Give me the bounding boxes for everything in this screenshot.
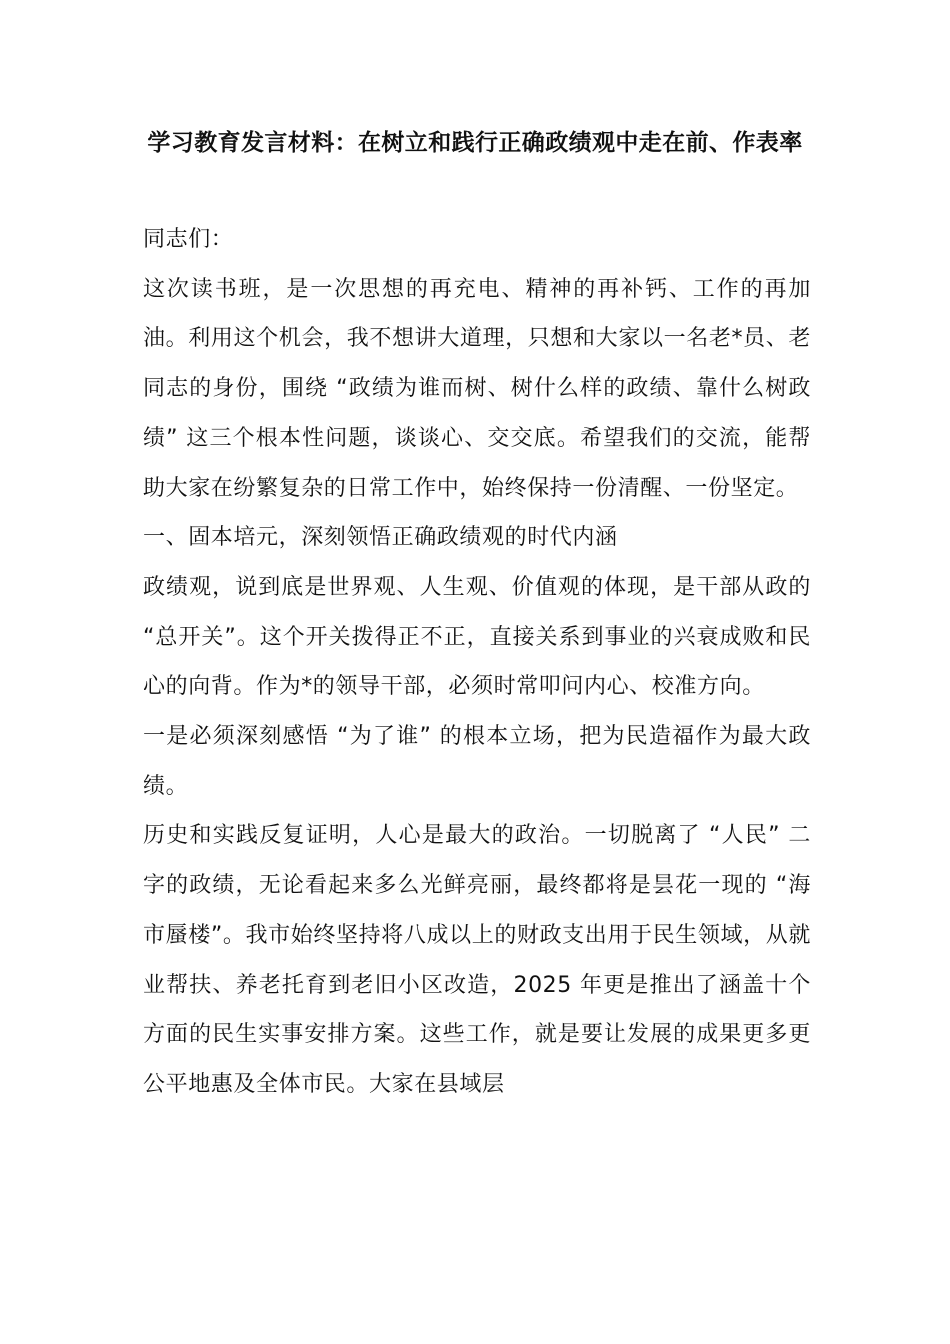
- document-body: [143, 215, 811, 1110]
- paragraph: 这次读书班，是一次思想的再充电、精神的再补钙、工作的再加油。利用这个机会，我不想讲大道理，只想和大家以一名老*员、老同志的身份，围绕 “政绩为谁而树、树什么样的政绩、靠什么树政绩” 这三个根本性问题，谈谈心、交交底。希望我们的交流，能帮助大家在纷繁复杂的日常工作中，始终保持一份清醒、一份坚定。: [143, 276, 811, 501]
- section-heading: 一、固本培元，深刻领悟正确政绩观的时代内涵: [143, 525, 618, 551]
- document-title: 学习教育发言材料：在树立和践行正确政绩观中走在前、作表率: [147, 130, 803, 156]
- subheading: 一是必须深刻感悟 “为了谁” 的根本立场，把为民造福作为最大政绩。: [143, 724, 811, 799]
- paragraph: 历史和实践反复证明，人心是最大的政治。一切脱离了 “人民” 二字的政绩，无论看起来多么光鲜亮丽，最终都将是昙花一现的 “海市蜃楼”。我市始终坚持将八成以上的财政支出用于民生领域，从就业帮扶、养老托育到老旧小区改造，2025 年更是推出了涵盖十个方面的民生实事安排方案。这些工作，就是要让发展的成果更多更公平地惠及全体市民。大家在县域层: [143, 823, 811, 1097]
- salutation: 同志们：: [143, 227, 234, 252]
- paragraph: 政绩观，说到底是世界观、人生观、价值观的体现，是干部从政的 “总开关”。这个开关拨得正不正，直接关系到事业的兴衰成败和民心的向背。作为*的领导干部，必须时常叩问内心、校准方向。: [143, 574, 811, 700]
